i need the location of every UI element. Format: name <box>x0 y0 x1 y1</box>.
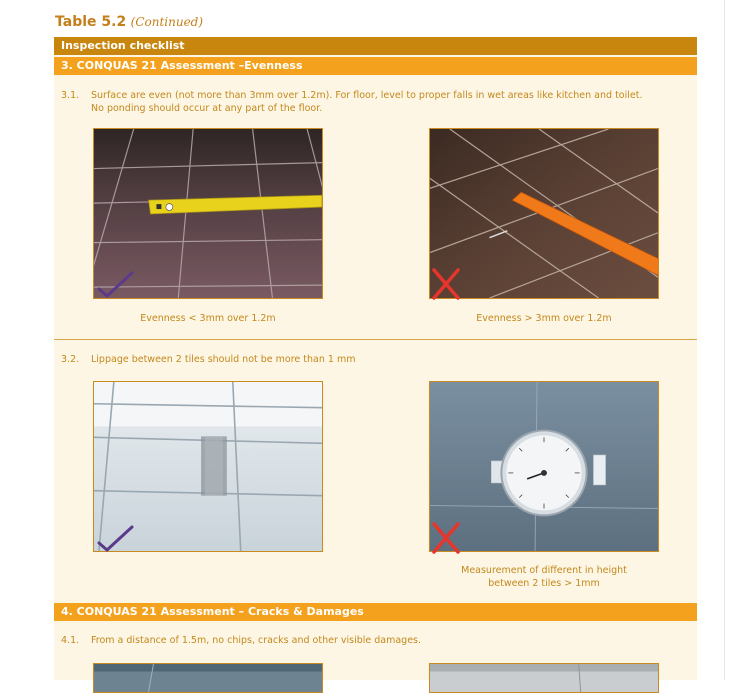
caption-lippage-fail-line2: between 2 tiles > 1mm <box>488 578 600 589</box>
table-continued: (Continued) <box>130 15 204 29</box>
item-3-1-number: 3.1. <box>61 90 80 101</box>
photo-cracks-1 <box>93 663 323 693</box>
caption-lippage-fail-line1: Measurement of different in height <box>461 565 627 576</box>
item-3-2-number: 3.2. <box>61 354 80 365</box>
item-4-1-number: 4.1. <box>61 635 80 646</box>
item-4-1-text: From a distance of 1.5m, no chips, cracks and other visible damages. <box>91 635 422 646</box>
check-mark-icon <box>96 525 136 555</box>
check-mark-icon <box>96 271 136 301</box>
section-4-title: 4. CONQUAS 21 Assessment – Cracks & Damages <box>54 603 697 621</box>
checklist-header: Inspection checklist <box>54 37 697 55</box>
table-label: Table 5.2 <box>55 14 127 30</box>
item-3-2-text: Lippage between 2 tiles should not be more than 1 mm <box>91 354 356 365</box>
page-edge-line <box>724 0 725 680</box>
photo-lippage-fail <box>429 381 659 552</box>
photo-cracks-2 <box>429 663 659 693</box>
item-3-1-text-line1: Surface are even (not more than 3mm over 1.2m). For floor, level to proper falls in wet areas like kitchen and toilet. <box>91 90 643 101</box>
item-3-2 <box>61 353 355 366</box>
section-3-title: 3. CONQUAS 21 Assessment –Evenness <box>54 57 697 75</box>
checklist-panel <box>54 37 697 680</box>
section-divider <box>54 339 697 340</box>
item-4-1 <box>61 634 421 647</box>
caption-lippage-fail <box>429 564 659 590</box>
item-3-1 <box>61 89 642 115</box>
table-caption <box>55 14 203 30</box>
photo-evenness-fail <box>429 128 659 299</box>
cross-mark-icon <box>430 521 462 555</box>
caption-evenness-fail: Evenness > 3mm over 1.2m <box>476 313 612 324</box>
item-3-1-text-line2: No ponding should occur at any part of the floor. <box>91 103 323 114</box>
cross-mark-icon <box>430 267 462 301</box>
caption-evenness-pass: Evenness < 3mm over 1.2m <box>140 313 276 324</box>
